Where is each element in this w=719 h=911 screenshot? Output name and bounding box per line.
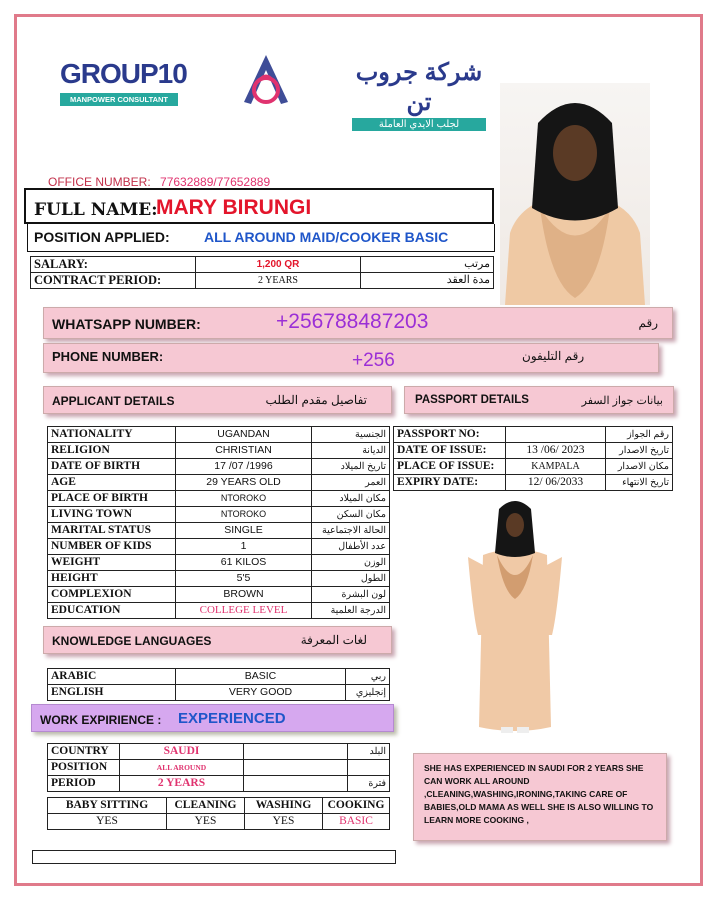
applicant-value: 17 /07 /1996 [176,459,312,475]
applicant-details-label: APPLICANT DETAILS [52,394,175,408]
applicant-label: AGE [48,475,176,491]
whatsapp-label: WHATSAPP NUMBER: [52,316,201,332]
passport-label: PLACE OF ISSUE: [394,459,506,475]
table-row [48,587,390,603]
applicant-details-header [43,386,392,414]
experience-value: 2 YEARS [120,776,244,792]
passport-value: 13 /06/ 2023 [506,443,606,459]
experience-ar: البلد [348,744,390,760]
applicant-label: EDUCATION [48,603,176,619]
applicant-label: RELIGION [48,443,176,459]
full-name-box [24,188,494,224]
applicant-ar: لون البشرة [312,587,390,603]
office-number [48,175,270,189]
applicant-ar: العمر [312,475,390,491]
passport-label: EXPIRY DATE: [394,475,506,491]
footer-empty-box [32,850,396,864]
table-row [48,760,390,776]
passport-details-label: PASSPORT DETAILS [415,394,529,406]
skill-value: YES [48,814,167,830]
whatsapp-bar [43,307,673,339]
skill-value: YES [167,814,245,830]
experience-ar: فترة [348,776,390,792]
passport-value: KAMPALA [506,459,606,475]
salary-value: 1,200 QR [196,257,361,273]
group10-logo [60,58,187,106]
experience-ar [348,760,390,776]
table-row [48,539,390,555]
office-label: OFFICE NUMBER: [48,175,151,189]
passport-table [393,426,673,491]
experience-label: POSITION [48,760,120,776]
applicant-value: NTOROKO [176,491,312,507]
experience-table [47,743,390,792]
applicant-ar: الوزن [312,555,390,571]
table-row [48,555,390,571]
language-label: ENGLISH [48,685,176,701]
applicant-ar: عدد الأطفال [312,539,390,555]
arabic-logo-sub: لجلب الايدي العاملة [352,118,486,131]
position-label: POSITION APPLIED: [34,229,170,245]
group10-logo-text: GROUP10 [60,58,187,89]
table-row [48,669,390,685]
table-row [48,507,390,523]
language-label: ARABIC [48,669,176,685]
skill-header: COOKING [323,798,390,814]
table-row [48,744,390,760]
experience-value: SAUDI [120,744,244,760]
applicant-label: PLACE OF BIRTH [48,491,176,507]
table-row [48,571,390,587]
applicant-value: BROWN [176,587,312,603]
applicant-ar: مكان الميلاد [312,491,390,507]
office-value: 77632889/77652889 [160,175,271,189]
salary-ar: مرتب [361,257,494,273]
portrait-figure-icon [500,83,650,305]
phone-ar: رقم التليفون [522,349,585,363]
applicant-value: COLLEGE LEVEL [176,603,312,619]
applicant-label: WEIGHT [48,555,176,571]
language-value: BASIC [176,669,346,685]
arabic-logo-title: شركة جروب تن [355,59,483,116]
table-row [48,475,390,491]
applicant-value: 1 [176,539,312,555]
applicant-details-ar: تفاصيل مقدم الطلب [265,393,367,407]
passport-ar: تاريخ الاصدار [606,443,673,459]
table-row [394,475,673,491]
group10-logo-sub: MANPOWER CONSULTANT [60,93,178,106]
language-ar: ربي [346,669,390,685]
experience-value: ALL AROUND [120,760,244,776]
applicant-ar: الجنسية [312,427,390,443]
passport-label: DATE OF ISSUE: [394,443,506,459]
applicant-label: DATE OF BIRTH [48,459,176,475]
applicant-value: UGANDAN [176,427,312,443]
full-name-value: MARY BIRUNGI [156,196,312,219]
table-row [48,798,390,814]
salary-label: SALARY: [31,257,196,273]
passport-details-ar: بيانات جواز السفر [581,395,663,407]
language-value: VERY GOOD [176,685,346,701]
experience-label: PERIOD [48,776,120,792]
language-ar: إنجليزي [346,685,390,701]
passport-value: 12/ 06/2033 [506,475,606,491]
skill-header: BABY SITTING [48,798,167,814]
remarks-text: SHE HAS EXPERIENCED IN SAUDI FOR 2 YEARS SHE CAN WORK ALL AROUND ,CLEANING,WASHING,IRONING,TAKING CARE OF BABIES,OLD MAMA AS WELL SHE IS ALSO WILLING TO LEARN MORE COOKING , [424,763,654,825]
table-row [48,523,390,539]
salary-table [30,256,494,289]
skill-value: BASIC [323,814,390,830]
brand-mark-icon [238,52,294,110]
applicant-value: SINGLE [176,523,312,539]
table-row [394,459,673,475]
table-row [48,776,390,792]
applicant-label: COMPLEXION [48,587,176,603]
whatsapp-value: +256788487203 [276,310,429,333]
applicant-value: 5'5 [176,571,312,587]
applicant-details-table [47,426,390,619]
table-row [48,459,390,475]
applicant-ar: الديانة [312,443,390,459]
applicant-ar: تاريخ الميلاد [312,459,390,475]
applicant-value: NTOROKO [176,507,312,523]
work-experience-value: EXPERIENCED [178,710,286,727]
remarks-box [413,753,667,841]
passport-value [506,427,606,443]
passport-ar: رقم الجواز [606,427,673,443]
languages-label: KNOWLEDGE LANGUAGES [52,634,212,648]
applicant-ar: الحالة الاجتماعية [312,523,390,539]
applicant-label: LIVING TOWN [48,507,176,523]
applicant-ar: الدرجة العلمية [312,603,390,619]
position-value: ALL AROUND MAID/COOKER BASIC [204,229,449,245]
table-row [48,685,390,701]
phone-label: PHONE NUMBER: [52,349,164,364]
applicant-ar: مكان السكن [312,507,390,523]
contract-value: 2 YEARS [196,273,361,289]
arabic-logo [352,58,486,131]
applicant-portrait-photo [500,83,650,305]
phone-bar [43,343,659,373]
table-row [48,491,390,507]
passport-ar: مكان الاصدار [606,459,673,475]
contract-ar: مدة العقد [361,273,494,289]
phone-value: +256 [352,350,395,371]
applicant-value: 61 KILOS [176,555,312,571]
passport-details-header [404,386,674,414]
table-row [48,603,390,619]
skill-header: CLEANING [167,798,245,814]
applicant-label: NUMBER OF KIDS [48,539,176,555]
skills-table [47,797,390,830]
table-row [394,427,673,443]
applicant-label: NATIONALITY [48,427,176,443]
table-row [394,443,673,459]
full-name-label: FULL NAME: [34,200,158,220]
languages-header [43,626,392,654]
position-applied-box [27,224,495,252]
applicant-value: CHRISTIAN [176,443,312,459]
skill-value: YES [245,814,323,830]
whatsapp-ar: رقم [638,316,658,330]
table-row [48,814,390,830]
applicant-label: HEIGHT [48,571,176,587]
applicant-ar: الطول [312,571,390,587]
contract-label: CONTRACT PERIOD: [31,273,196,289]
languages-ar: لغات المعرفة [300,633,367,647]
passport-ar: تاريخ الانتهاء [606,475,673,491]
table-row [48,427,390,443]
passport-label: PASSPORT NO: [394,427,506,443]
skill-header: WASHING [245,798,323,814]
table-row [48,443,390,459]
full-body-figure-icon [423,495,607,745]
applicant-full-body-photo [423,495,607,745]
applicant-value: 29 YEARS OLD [176,475,312,491]
work-experience-label: WORK EXPIRIENCE : [40,713,162,727]
languages-table [47,668,390,701]
work-experience-bar [31,704,394,732]
applicant-label: MARITAL STATUS [48,523,176,539]
experience-label: COUNTRY [48,744,120,760]
